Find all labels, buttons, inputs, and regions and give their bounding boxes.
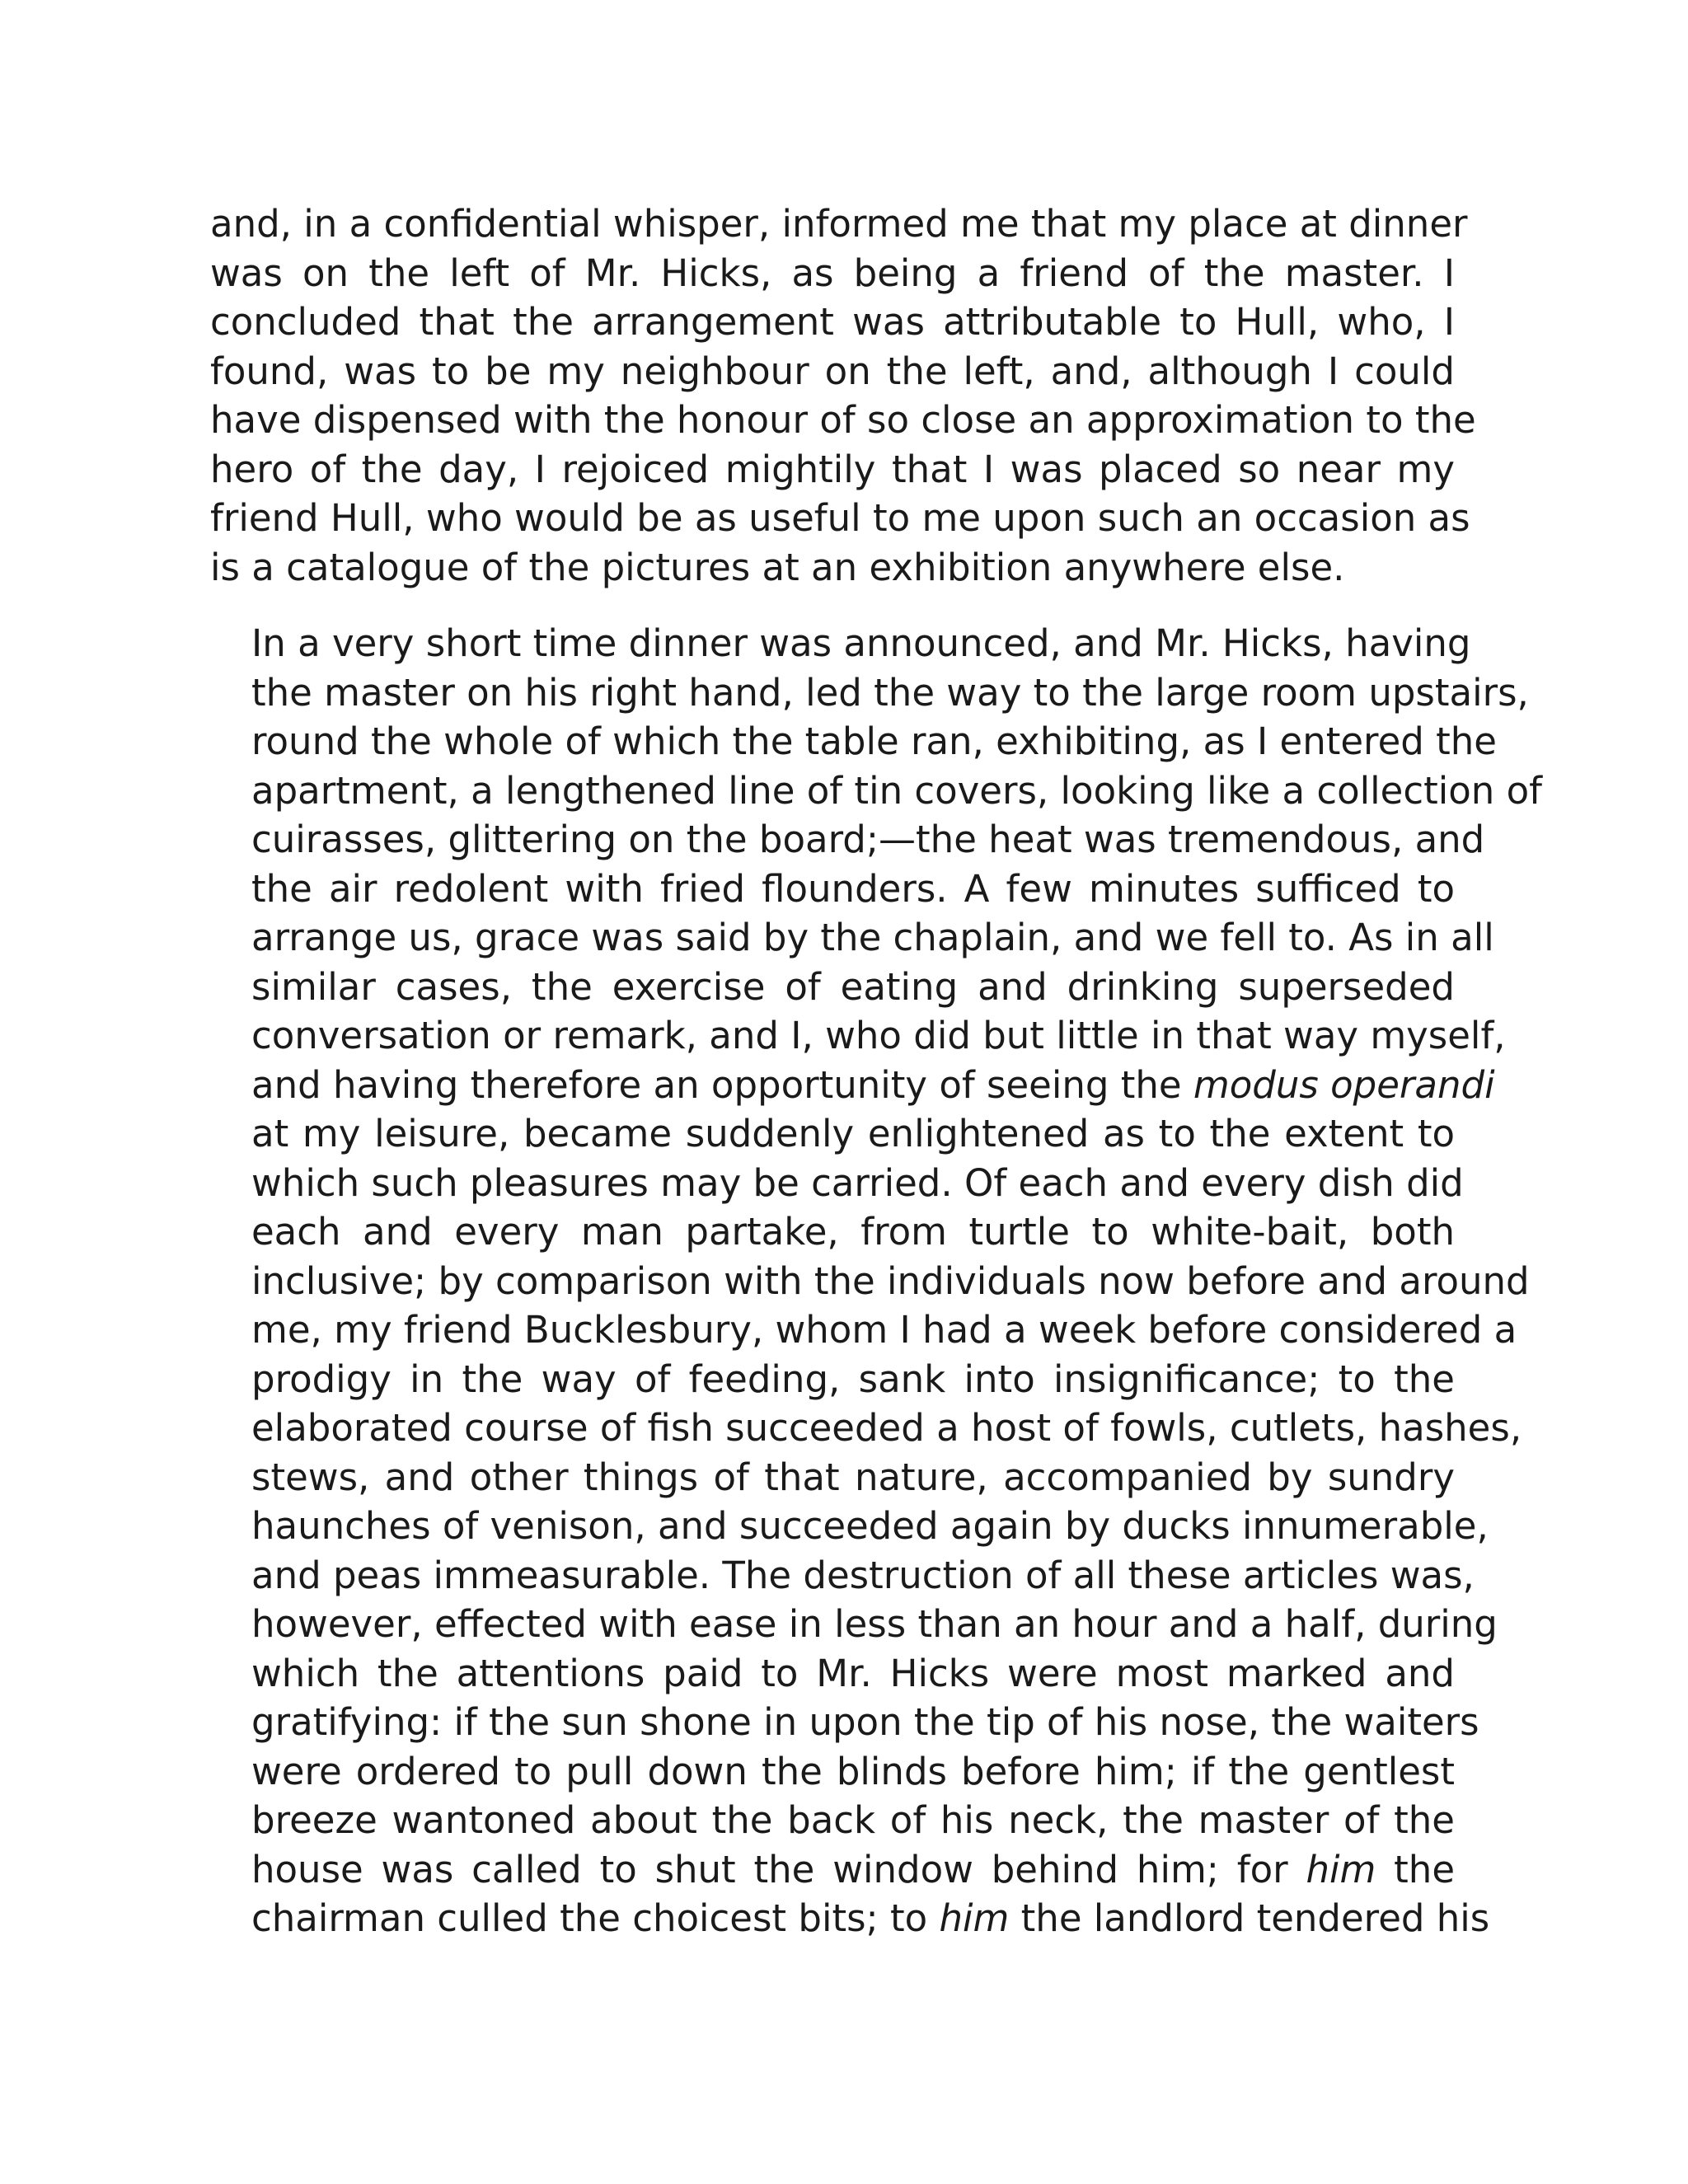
text-segment: which the attentions paid to Mr. Hicks were most marked and xyxy=(251,1651,1455,1695)
text-segment: me, my friend Bucklesbury, whom I had a week before considered a xyxy=(251,1308,1517,1352)
text-segment: have dispensed with the honour of so close an approximation to the xyxy=(210,398,1476,442)
text-segment: apartment, a lengthened line of tin covers, looking like a collection of xyxy=(251,768,1542,813)
text-line xyxy=(210,199,1468,249)
text-line xyxy=(210,298,1455,347)
text-segment: is a catalogue of the pictures at an exhibition anywhere else. xyxy=(210,545,1345,589)
text-line xyxy=(210,347,1455,396)
text-segment: the xyxy=(1376,1847,1456,1891)
text-segment: and having therefore an opportunity of seeing the xyxy=(251,1062,1193,1107)
text-segment: In a very short time dinner was announced, and Mr. Hicks, having xyxy=(251,621,1471,665)
paragraph xyxy=(210,199,1476,592)
text-line xyxy=(210,963,1455,1012)
text-segment: breeze wantoned about the back of his neck, the master of the xyxy=(251,1798,1455,1842)
text-segment: stews, and other things of that nature, accompanied by sundry xyxy=(251,1455,1455,1499)
text-segment: house was called to shut the window behind him; for xyxy=(251,1847,1306,1891)
text-segment: chairman culled the choicest bits; to xyxy=(251,1896,940,1940)
book-page xyxy=(210,199,1542,1943)
text-segment: gratifying: if the sun shone in upon the tip of his nose, the waiters xyxy=(251,1700,1479,1744)
text-segment: was on the left of Mr. Hicks, as being a friend of the master. I xyxy=(210,251,1455,295)
text-line xyxy=(210,1109,1455,1159)
text-line xyxy=(210,1649,1455,1699)
text-line xyxy=(210,494,1470,543)
text-segment: inclusive; by comparison with the individuals now before and around xyxy=(251,1258,1530,1303)
text-line xyxy=(210,1698,1479,1747)
text-line xyxy=(210,766,1542,816)
text-line xyxy=(210,1404,1522,1453)
text-segment: each and every man partake, from turtle to white-bait, both xyxy=(251,1210,1455,1254)
text-line xyxy=(210,396,1476,445)
text-line xyxy=(210,1502,1489,1551)
text-line xyxy=(210,1305,1517,1355)
text-line xyxy=(210,1600,1498,1649)
text-line xyxy=(210,1551,1475,1601)
text-segment: friend Hull, who would be as useful to me upon such an occasion as xyxy=(210,496,1470,540)
text-segment: haunches of venison, and succeeded again by ducks innumerable, xyxy=(251,1504,1489,1548)
text-segment: elaborated course of fish succeeded a host of fowls, cutlets, hashes, xyxy=(251,1406,1522,1450)
text-segment: which such pleasures may be carried. Of each and every dish did xyxy=(251,1160,1464,1205)
text-segment: prodigy in the way of feeding, sank into insignificance; to the xyxy=(251,1357,1455,1401)
text-line xyxy=(210,445,1455,494)
text-line xyxy=(210,1453,1455,1502)
text-segment: found, was to be my neighbour on the left, and, although I could xyxy=(210,349,1455,393)
text-segment: cuirasses, glittering on the board;—the heat was tremendous, and xyxy=(251,818,1485,861)
text-line xyxy=(210,1257,1530,1306)
text-segment: the master on his right hand, led the way to the large room upstairs, xyxy=(251,670,1529,715)
text-segment: similar cases, the exercise of eating and drinking superseded xyxy=(251,964,1455,1009)
text-line xyxy=(210,1159,1464,1208)
text-line xyxy=(210,249,1455,298)
paragraph xyxy=(210,619,1542,1943)
text-line xyxy=(210,1061,1495,1110)
text-line xyxy=(210,913,1494,963)
text-segment: at my leisure, became suddenly enlightened as to the extent to xyxy=(251,1112,1455,1155)
italic-text: him xyxy=(1306,1847,1376,1891)
text-line xyxy=(210,619,1471,668)
text-line xyxy=(210,1207,1455,1257)
italic-text: him xyxy=(939,1896,1010,1940)
text-line xyxy=(210,543,1455,593)
text-line xyxy=(210,1011,1506,1061)
text-segment: the landlord tendered his xyxy=(1009,1896,1490,1940)
text-line xyxy=(210,1845,1455,1895)
text-segment: concluded that the arrangement was attributable to Hull, who, I xyxy=(210,300,1455,344)
text-segment: and peas immeasurable. The destruction of all these articles was, xyxy=(251,1553,1475,1597)
text-segment: were ordered to pull down the blinds before him; if the gentlest xyxy=(251,1749,1455,1793)
text-segment: and, in a confidential whisper, informed me that my place at dinner xyxy=(210,202,1468,246)
text-line xyxy=(210,1355,1455,1404)
text-segment: conversation or remark, and I, who did but little in that way myself, xyxy=(251,1014,1506,1057)
text-line xyxy=(210,815,1485,865)
text-segment: however, effected with ease in less than an hour and a half, during xyxy=(251,1602,1498,1646)
text-line xyxy=(210,1747,1455,1797)
text-segment: hero of the day, I rejoiced mightily that I was placed so near my xyxy=(210,447,1455,491)
text-segment: round the whole of which the table ran, exhibiting, as I entered the xyxy=(251,719,1497,763)
text-line xyxy=(210,668,1529,718)
text-line xyxy=(210,717,1497,766)
italic-text: modus operandi xyxy=(1193,1062,1495,1107)
text-line xyxy=(210,865,1455,914)
page-text xyxy=(210,199,1542,1943)
text-line xyxy=(210,1894,1490,1943)
text-segment: the air redolent with fried flounders. A few minutes sufficed to xyxy=(251,866,1455,911)
text-line xyxy=(210,1796,1455,1845)
text-segment: arrange us, grace was said by the chaplain, and we fell to. As in all xyxy=(251,916,1494,959)
